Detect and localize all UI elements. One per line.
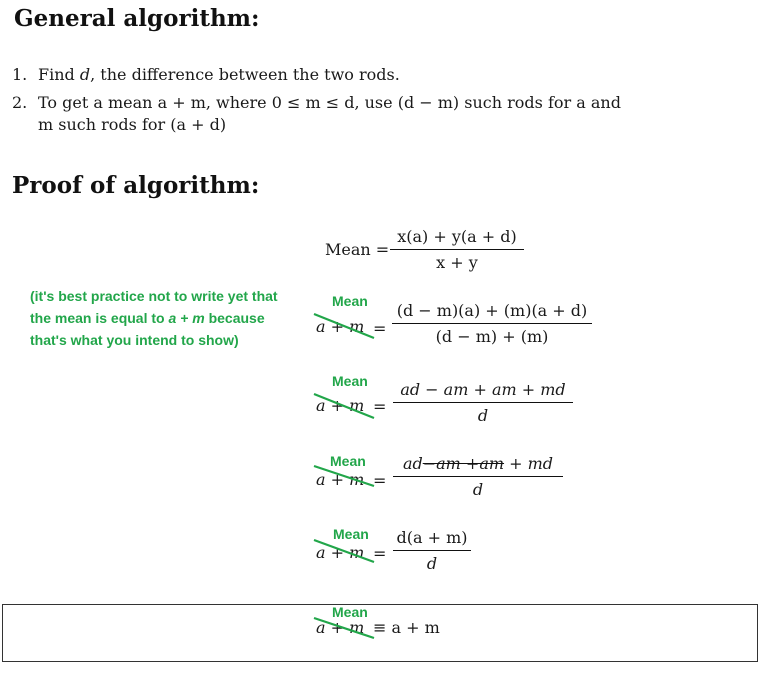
eq4-cancelled-terms: −am +am xyxy=(422,454,505,473)
eq4-equals: = xyxy=(373,471,387,490)
eq5-equals: = xyxy=(373,544,387,563)
eq3-equals: = xyxy=(373,397,387,416)
eq2-strikethrough xyxy=(312,312,382,342)
step-2: 2. To get a mean a + m, where 0 ≤ m ≤ d, use (d − m) such rods for a and m such rods for (a + d) xyxy=(12,93,621,134)
eq5-strikethrough xyxy=(312,538,382,568)
eq5-denominator: d xyxy=(426,554,438,573)
eq2-denominator: (d − m) + (m) xyxy=(435,327,549,346)
eq2-numerator: (d − m)(a) + (m)(a + d) xyxy=(396,301,588,320)
eq4-mean-tag: Mean xyxy=(330,453,366,469)
eq1-numerator: x(a) + y(a + d) xyxy=(397,227,517,246)
eq2-equals: = xyxy=(373,319,387,338)
eq6-result: ≡ a + m xyxy=(373,618,440,637)
eq4-denominator: d xyxy=(472,480,484,499)
eq5-numerator: d(a + m) xyxy=(396,528,468,547)
eq6-crossed-lhs: a + m xyxy=(316,618,365,637)
eq1-denominator: x + y xyxy=(436,253,478,272)
eq4-numerator: ad−am +am + md xyxy=(402,454,554,473)
eq2-fraction xyxy=(392,301,592,346)
eq1-lhs: Mean = xyxy=(325,240,390,259)
eq1-fraction-bar xyxy=(390,249,524,250)
proof-heading: Proof of algorithm: xyxy=(12,172,260,199)
eq3-fraction xyxy=(393,380,573,425)
eq4-crossed-lhs: a + m xyxy=(316,470,365,489)
eq3-crossed-lhs: a + m xyxy=(316,396,365,415)
eq3-numerator: ad − am + am + md xyxy=(400,380,566,399)
general-algorithm-heading: General algorithm: xyxy=(14,5,260,32)
eq3-strikethrough xyxy=(312,392,382,422)
eq5-fraction xyxy=(393,528,471,573)
eq2-mean-tag: Mean xyxy=(332,293,368,309)
eq4-strikethrough xyxy=(312,464,382,494)
eq3-mean-tag: Mean xyxy=(332,373,368,389)
best-practice-note: (it's best practice not to write yet that the mean is equal to a + m because that's what you intend to show) xyxy=(30,288,278,348)
eq2-crossed-lhs: a + m xyxy=(316,317,365,336)
eq4-fraction xyxy=(393,454,563,499)
eq3-denominator: d xyxy=(477,406,489,425)
step-2-line-2: m such rods for (a + d) xyxy=(38,115,227,134)
eq5-mean-tag: Mean xyxy=(333,526,369,542)
eq5-crossed-lhs: a + m xyxy=(316,543,365,562)
eq6-mean-tag: Mean xyxy=(332,604,368,620)
step-2-line-1: To get a mean a + m, where 0 ≤ m ≤ d, use (d − m) such rods for a and xyxy=(38,93,621,112)
eq6-strikethrough xyxy=(312,616,382,646)
eq1-fraction xyxy=(390,227,524,272)
step-1: 1. Find d, the difference between the two rods. xyxy=(12,65,400,84)
